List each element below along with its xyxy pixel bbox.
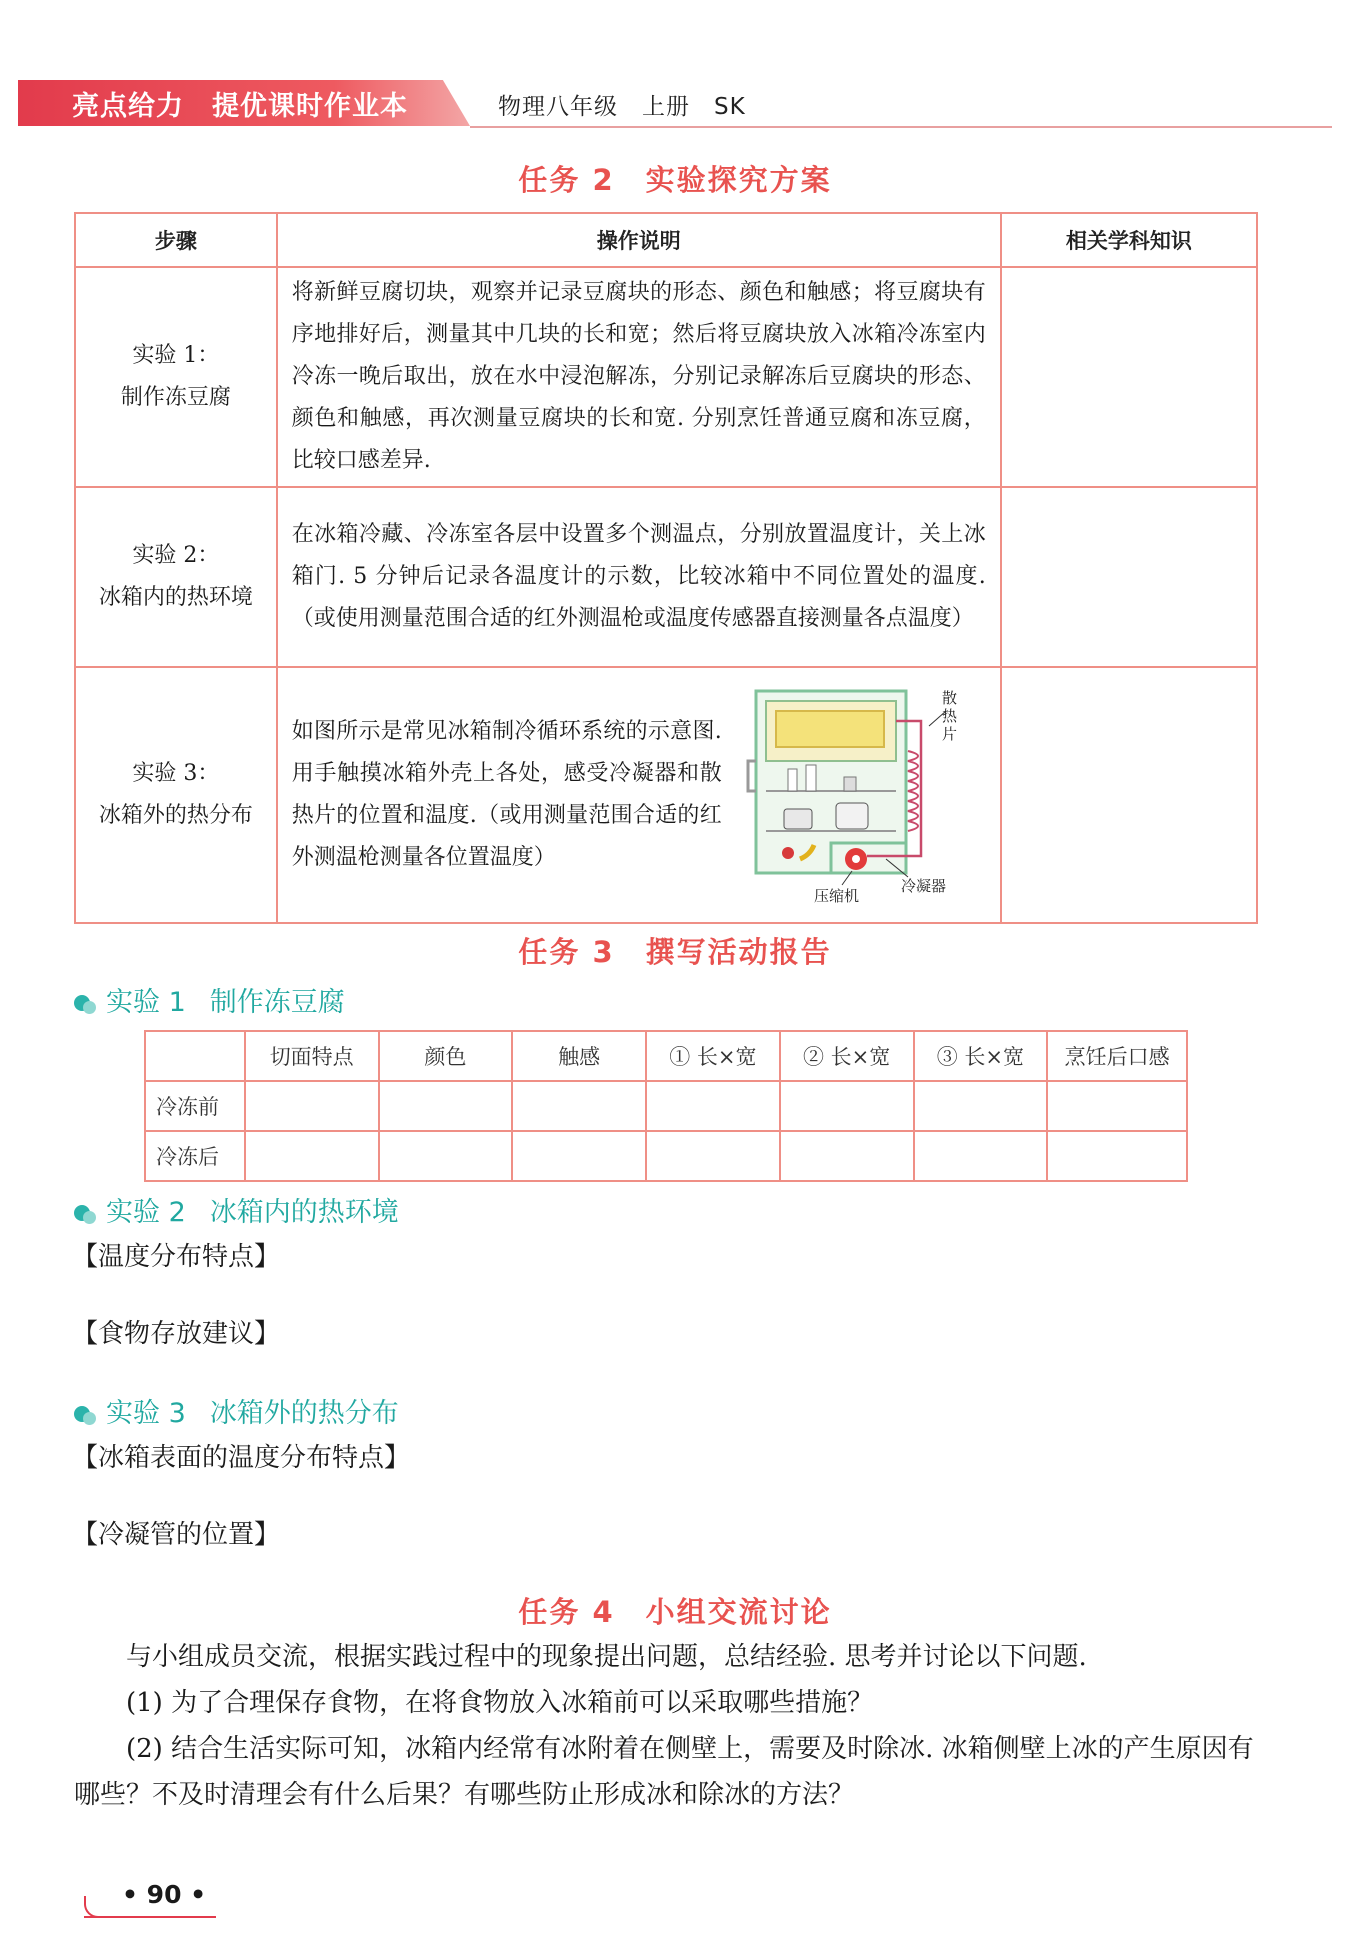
header-brand: 亮点给力 提优课时作业本 — [72, 91, 408, 122]
knowledge-cell — [1001, 267, 1257, 487]
task4-question-1: (1) 为了合理保存食物，在将食物放入冰箱前可以采取哪些措施？ — [126, 1688, 874, 1718]
exp1-heading: 实验 1 制作冻豆腐 — [74, 980, 345, 1019]
table-row — [75, 667, 1257, 923]
exp3-item-surface: 【冰箱表面的温度分布特点】 — [72, 1443, 411, 1473]
condenser-label: 冷凝器 — [900, 877, 946, 895]
knowledge-cell — [1001, 667, 1257, 923]
table-row: 冷冻后 — [145, 1131, 1187, 1181]
task4-body — [74, 1634, 1264, 1818]
table-row — [75, 487, 1257, 667]
page-number-decoration — [84, 1896, 114, 1918]
step-cell: 实验 2： 冰箱内的热环境 — [75, 487, 277, 667]
task4-title: 任务 4 小组交流讨论 — [518, 1595, 832, 1629]
header-divider — [470, 126, 1332, 128]
page-number: • 90 • — [122, 1880, 207, 1909]
task3-title: 任务 3 撰写活动报告 — [518, 935, 832, 969]
exp3-item-condenser: 【冷凝管的位置】 — [72, 1520, 281, 1550]
step-cell: 实验 1： 制作冻豆腐 — [75, 267, 277, 487]
task2-title: 任务 2 实验探究方案 — [518, 163, 832, 197]
task4-intro: 与小组成员交流，根据实践过程中的现象提出问题，总结经验. 思考并讨论以下问题. — [126, 1642, 1087, 1672]
fins-label-1: 散 — [941, 689, 957, 707]
exp2-heading: 实验 2 冰箱内的热环境 — [74, 1190, 399, 1229]
table-row: 冷冻前 — [145, 1081, 1187, 1131]
header-subject: 物理八年级 上册 SK — [498, 94, 746, 120]
table-row — [75, 267, 1257, 487]
fins-label-2: 热 — [941, 707, 957, 725]
description-cell: 将新鲜豆腐切块，观察并记录豆腐块的形态、颜色和触感；将豆腐块有序地排好后，测量其中几块的长和宽；然后将豆腐块放入冰箱冷冻室内冷冻一晚后取出，放在水中浸泡解冻，分别记录解冻后豆腐块的形态、颜色和触感，再次测量豆腐块的长和宽. 分别烹饪普通豆腐和冻豆腐，比较口感差异. — [277, 267, 1001, 487]
bullet-dot-icon — [74, 1203, 96, 1225]
exp2-item-storage: 【食物存放建议】 — [72, 1319, 281, 1349]
knowledge-cell — [1001, 487, 1257, 667]
fridge-cooling-diagram — [736, 681, 986, 909]
table-header-row — [75, 213, 1257, 267]
exp3-heading: 实验 3 冰箱外的热分布 — [74, 1391, 399, 1430]
step-cell: 实验 3： 冰箱外的热分布 — [75, 667, 277, 923]
col-header-step: 步骤 — [75, 213, 277, 267]
task4-question-2: (2) 结合生活实际可知，冰箱内经常有冰附着在侧壁上，需要及时除冰. 冰箱侧壁上冰的产生原因有哪些？不及时清理会有什么后果？有哪些防止形成冰和除冰的方法？ — [74, 1734, 1254, 1810]
description-cell: 如图所示是常见冰箱制冷循环系统的示意图. 用手触摸冰箱外壳上各处，感受冷凝器和散热片的位置和温度.（或用测量范围合适的红外测温枪测量各位置温度） 散 热 片 冷凝器 压缩机 — [277, 667, 1001, 923]
table-header-row: 切面特点 颜色 触感 ① 长×宽 ② 长×宽 ③ 长×宽 烹饪后口感 — [145, 1031, 1187, 1081]
bullet-dot-icon — [74, 993, 96, 1015]
col-header-description: 操作说明 — [277, 213, 1001, 267]
bullet-dot-icon — [74, 1404, 96, 1426]
compressor-label: 压缩机 — [813, 887, 859, 905]
fins-label-3: 片 — [941, 725, 957, 743]
page-number-underline — [84, 1916, 216, 1918]
exp2-item-temperature: 【温度分布特点】 — [72, 1242, 281, 1272]
tofu-record-table — [144, 1030, 1188, 1182]
description-cell: 在冰箱冷藏、冷冻室各层中设置多个测温点，分别放置温度计，关上冰箱门. 5 分钟后记录各温度计的示数，比较冰箱中不同位置处的温度.（或使用测量范围合适的红外测温枪或温度传感器直接测量各点温度） — [277, 487, 1001, 667]
experiment-plan-table — [74, 212, 1258, 924]
col-header-knowledge: 相关学科知识 — [1001, 213, 1257, 267]
